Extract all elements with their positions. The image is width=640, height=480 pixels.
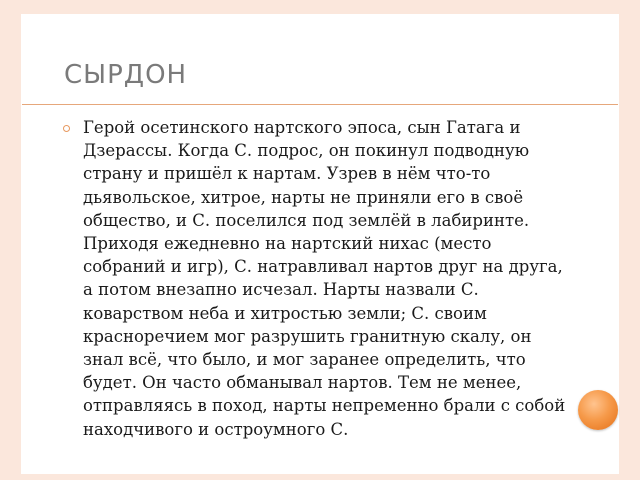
title-divider (22, 104, 618, 105)
bullet-circle-icon (63, 125, 70, 132)
slide-border-bottom (0, 474, 640, 480)
bullet-item (62, 116, 567, 441)
slide-border-top (0, 0, 640, 14)
slide-border-left (0, 0, 21, 480)
slide-border-right (619, 0, 640, 480)
body-text: Герой осетинского нартского эпоса, сын Гатага и Дзерассы. Когда С. подрос, он покинул подводную страну и пришёл к нартам. Узрев в нём что-то дьявольское, хитрое, нарты не приняли его в своё общество, и С. поселился под землёй в лабиринте. Приходя ежедневно на нартский нихас (место собраний и игр), С. натравливал нартов друг на друга, а потом внезапно исчезал. Нарты назвали С. коварством неба и хитростью земли; С. своим красноречием мог разрушить гранитную скалу, он знал всё, что было, и мог заранее определить, что будет. Он часто обманывал нартов. Тем не менее, отправляясь в поход, нарты непременно брали с собой находчивого и остроумного С. (83, 118, 566, 439)
slide-content (62, 116, 567, 441)
slide-title: СЫРДОН (64, 60, 188, 90)
orange-orb-decoration (578, 390, 618, 430)
